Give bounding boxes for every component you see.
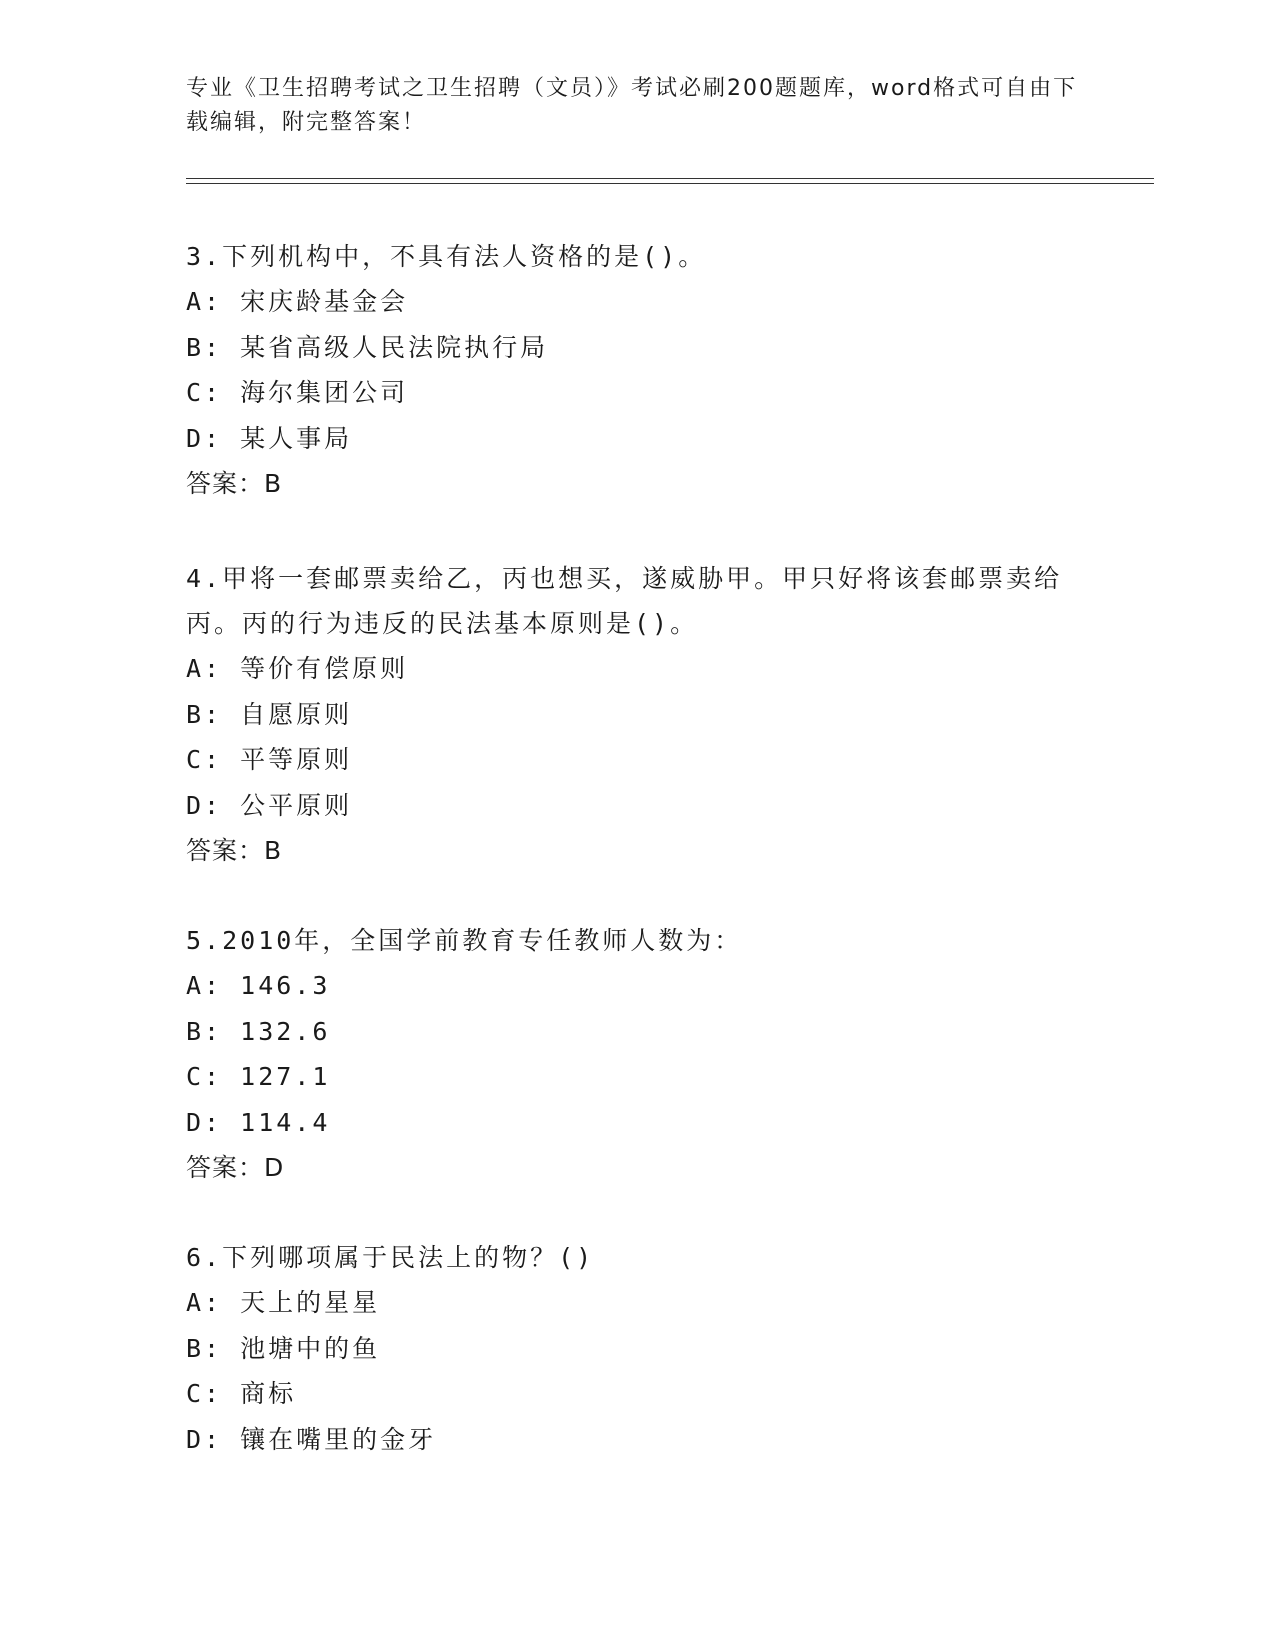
option-c: C: 平等原则 [186, 745, 353, 774]
question-stem: 4.甲将一套邮票卖给乙，丙也想买，遂威胁甲。甲只好将该套邮票卖给丙。丙的行为违反的民法基本原则是()。 [186, 564, 1063, 638]
option-b: B: 自愿原则 [186, 699, 353, 729]
option-c: C: 海尔集团公司 [186, 378, 409, 407]
header-divider-bottom [186, 183, 1154, 184]
question-3 [186, 234, 1086, 506]
option-a: A: 宋庆龄基金会 [186, 287, 409, 316]
option-d: D: 公平原则 [186, 790, 353, 820]
option-b: B: 132.6 [186, 1016, 331, 1046]
option-d: D: 某人事局 [186, 423, 353, 453]
question-6 [186, 1235, 1086, 1462]
option-a: A: 146.3 [186, 971, 331, 1000]
question-stem: 6.下列哪项属于民法上的物？() [186, 1243, 595, 1272]
question-5 [186, 918, 1086, 1190]
header-divider-top [186, 178, 1154, 179]
option-b: B: 某省高级人民法院执行局 [186, 332, 549, 362]
option-b: B: 池塘中的鱼 [186, 1333, 381, 1363]
option-c: C: 商标 [186, 1379, 297, 1408]
option-a: A: 等价有偿原则 [186, 654, 409, 683]
answer: 答案：B [186, 836, 283, 865]
question-stem: 5.2010年，全国学前教育专任教师人数为： [186, 926, 743, 955]
question-stem: 3.下列机构中，不具有法人资格的是()。 [186, 242, 707, 271]
option-d: D: 114.4 [186, 1107, 331, 1137]
question-4 [186, 556, 1086, 873]
document-header: 专业《卫生招聘考试之卫生招聘（文员）》考试必刷200题题库，word格式可自由下载编辑，附完整答案！ [186, 76, 1078, 135]
option-d: D: 镶在嘴里的金牙 [186, 1424, 437, 1454]
answer: 答案：B [186, 469, 283, 498]
option-a: A: 天上的星星 [186, 1288, 381, 1317]
answer: 答案：D [186, 1153, 285, 1182]
option-c: C: 127.1 [186, 1062, 331, 1091]
